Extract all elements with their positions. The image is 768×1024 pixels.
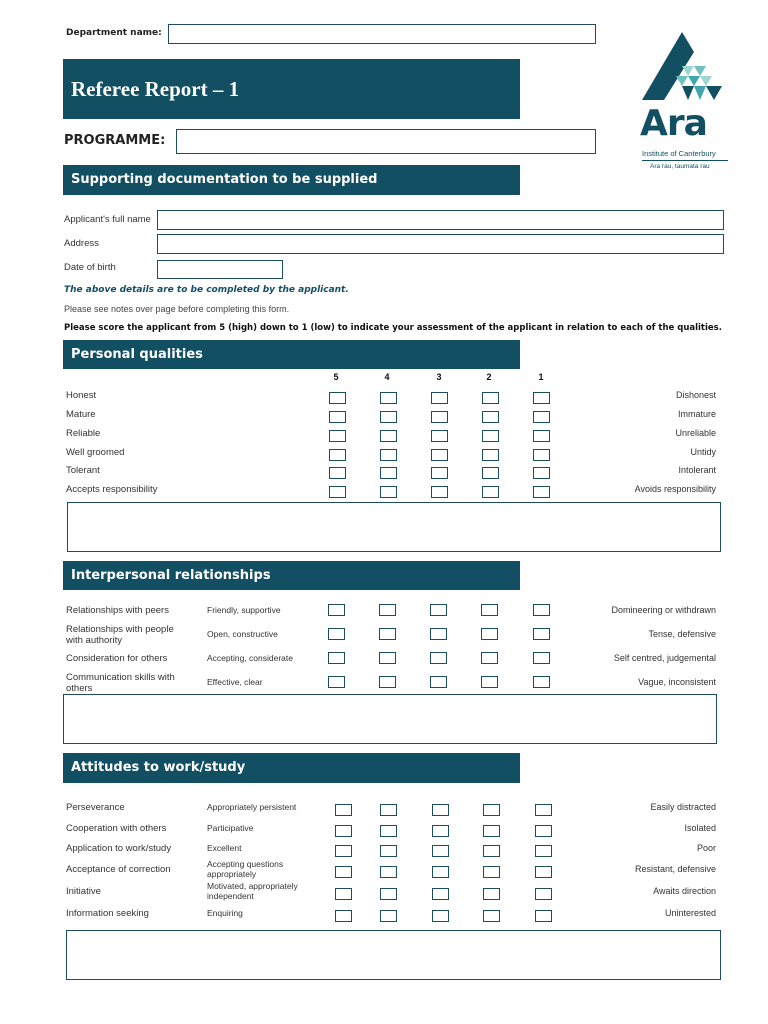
personal-rating-5-checkbox[interactable]: [329, 486, 346, 498]
interpersonal-row-opposite: Self centred, judgemental: [613, 653, 716, 663]
interpersonal-rating-4-checkbox[interactable]: [379, 676, 396, 688]
overpage-note: Please see notes over page before completing this form.: [64, 304, 290, 314]
personal-rating-3-checkbox[interactable]: [431, 449, 448, 461]
personal-rating-4-checkbox[interactable]: [380, 430, 397, 442]
attitudes-rating-2-checkbox[interactable]: [483, 888, 500, 900]
personal-rating-5-checkbox[interactable]: [329, 467, 346, 479]
attitudes-row-label: Perseverance: [66, 802, 125, 813]
attitudes-rating-5-checkbox[interactable]: [335, 866, 352, 878]
personal-rating-4-checkbox[interactable]: [380, 411, 397, 423]
personal-rating-2-checkbox[interactable]: [482, 449, 499, 461]
interpersonal-row-label: Consideration for others: [66, 653, 168, 664]
attitudes-rating-4-checkbox[interactable]: [380, 804, 397, 816]
attitudes-rating-4-checkbox[interactable]: [380, 910, 397, 922]
interpersonal-rating-4-checkbox[interactable]: [379, 604, 396, 616]
personal-row-opposite: Unreliable: [675, 428, 716, 438]
personal-rating-5-checkbox[interactable]: [329, 411, 346, 423]
attitudes-row-opposite: Resistant, defensive: [634, 864, 716, 874]
interpersonal-row-opposite: Tense, defensive: [648, 629, 716, 639]
attitudes-rating-2-checkbox[interactable]: [483, 866, 500, 878]
personal-rating-4-checkbox[interactable]: [380, 392, 397, 404]
interpersonal-row-description: Accepting, considerate: [207, 653, 293, 663]
logo-name: Ara: [640, 103, 707, 144]
interpersonal-rating-5-checkbox[interactable]: [328, 676, 345, 688]
personal-rating-4-checkbox[interactable]: [380, 486, 397, 498]
personal-row-label: Reliable: [66, 428, 101, 439]
attitudes-rating-2-checkbox[interactable]: [483, 804, 500, 816]
personal-rating-2-checkbox[interactable]: [482, 430, 499, 442]
scale-2-header: 2: [486, 372, 492, 382]
attitudes-rating-4-checkbox[interactable]: [380, 825, 397, 837]
personal-rating-1-checkbox[interactable]: [533, 486, 550, 498]
personal-row-label: Accepts responsibility: [66, 484, 158, 495]
interpersonal-rating-3-checkbox[interactable]: [430, 628, 447, 640]
attitudes-rating-5-checkbox[interactable]: [335, 804, 352, 816]
scale-1-header: 1: [538, 372, 544, 382]
ara-logo-mark-icon: [636, 28, 736, 108]
interpersonal-row-opposite: Vague, inconsistent: [638, 677, 716, 687]
interpersonal-row-label: Relationships with people with authority: [66, 624, 174, 646]
personal-rating-5-checkbox[interactable]: [329, 392, 346, 404]
attitudes-rating-4-checkbox[interactable]: [380, 845, 397, 857]
interpersonal-rating-4-checkbox[interactable]: [379, 628, 396, 640]
attitudes-row-label: Initiative: [66, 886, 101, 897]
score-instructions: Please score the applicant from 5 (high) down to 1 (low) to indicate your assessment of the applicant in relation to each of the qualities.: [64, 323, 722, 333]
personal-rating-3-checkbox[interactable]: [431, 392, 448, 404]
attitudes-row-description: Excellent: [207, 843, 242, 853]
logo-subtitle: Institute of Canterbury: [642, 149, 716, 158]
interpersonal-row-description: Friendly, supportive: [207, 605, 281, 615]
supporting-heading: Supporting documentation to be supplied: [63, 165, 520, 195]
interpersonal-rating-5-checkbox[interactable]: [328, 652, 345, 664]
attitudes-rating-3-checkbox[interactable]: [432, 845, 449, 857]
personal-row-opposite: Immature: [677, 409, 716, 419]
attitudes-rating-3-checkbox[interactable]: [432, 866, 449, 878]
interpersonal-rating-5-checkbox[interactable]: [328, 604, 345, 616]
interpersonal-row-label: Communication skills with others: [66, 672, 175, 694]
attitudes-row-description: Motivated, appropriately independent: [207, 881, 298, 901]
personal-rating-3-checkbox[interactable]: [431, 411, 448, 423]
personal-rating-4-checkbox[interactable]: [380, 467, 397, 479]
attitudes-row-description: Enquiring: [207, 908, 243, 918]
interpersonal-row-description: Effective, clear: [207, 677, 263, 687]
personal-rating-4-checkbox[interactable]: [380, 449, 397, 461]
attitudes-rating-1-checkbox[interactable]: [535, 845, 552, 857]
interpersonal-rating-2-checkbox[interactable]: [481, 652, 498, 664]
personal-rating-2-checkbox[interactable]: [482, 411, 499, 423]
attitudes-row-opposite: Uninterested: [664, 908, 716, 918]
attitudes-rating-1-checkbox[interactable]: [535, 804, 552, 816]
personal-row-label: Well groomed: [66, 447, 125, 458]
department-name-field[interactable]: [168, 24, 596, 44]
personal-row-opposite: Untidy: [690, 447, 716, 457]
attitudes-row-opposite: Awaits direction: [653, 886, 716, 896]
personal-row-opposite: Intolerant: [678, 465, 716, 475]
scale-4-header: 4: [384, 372, 390, 382]
attitudes-row-opposite: Isolated: [684, 823, 716, 833]
personal-row-label: Honest: [66, 390, 97, 401]
personal-row-opposite: Avoids responsibility: [634, 484, 716, 494]
attitudes-rating-1-checkbox[interactable]: [535, 866, 552, 878]
address-label: Address: [64, 238, 99, 249]
interpersonal-rating-3-checkbox[interactable]: [430, 652, 447, 664]
interpersonal-rating-1-checkbox[interactable]: [533, 628, 550, 640]
logo-divider: [642, 160, 728, 161]
personal-qualities-comments[interactable]: [67, 502, 721, 552]
logo-tagline: Ara rau, taumata rau: [650, 163, 710, 170]
attitudes-row-description: Accepting questions appropriately: [207, 859, 284, 879]
attitudes-rating-5-checkbox[interactable]: [335, 888, 352, 900]
attitudes-row-opposite: Poor: [696, 843, 716, 853]
interpersonal-rating-1-checkbox[interactable]: [533, 676, 550, 688]
applicant-name-label: Applicant's full name: [64, 214, 151, 225]
attitudes-rating-1-checkbox[interactable]: [535, 825, 552, 837]
attitudes-heading: Attitudes to work/study: [63, 753, 520, 783]
programme-field[interactable]: [176, 129, 596, 154]
attitudes-rating-4-checkbox[interactable]: [380, 888, 397, 900]
interpersonal-rating-2-checkbox[interactable]: [481, 676, 498, 688]
attitudes-rating-2-checkbox[interactable]: [483, 825, 500, 837]
applicant-note: The above details are to be completed by the applicant.: [64, 285, 349, 295]
personal-rating-3-checkbox[interactable]: [431, 467, 448, 479]
attitudes-row-label: Cooperation with others: [66, 823, 167, 834]
attitudes-rating-5-checkbox[interactable]: [335, 910, 352, 922]
interpersonal-rating-4-checkbox[interactable]: [379, 652, 396, 664]
personal-rating-5-checkbox[interactable]: [329, 449, 346, 461]
interpersonal-rating-2-checkbox[interactable]: [481, 628, 498, 640]
attitudes-rating-1-checkbox[interactable]: [535, 888, 552, 900]
attitudes-rating-2-checkbox[interactable]: [483, 910, 500, 922]
attitudes-row-label: Information seeking: [66, 908, 149, 919]
interpersonal-rating-1-checkbox[interactable]: [533, 604, 550, 616]
attitudes-rating-5-checkbox[interactable]: [335, 825, 352, 837]
date-of-birth-label: Date of birth: [64, 262, 116, 273]
interpersonal-row-opposite: Domineering or withdrawn: [611, 605, 716, 615]
interpersonal-comments[interactable]: [63, 694, 717, 744]
applicant-name-field[interactable]: [157, 210, 724, 230]
attitudes-row-description: Appropriately persistent: [207, 802, 297, 812]
attitudes-rating-4-checkbox[interactable]: [380, 866, 397, 878]
scale-5-header: 5: [333, 372, 339, 382]
attitudes-rating-3-checkbox[interactable]: [432, 888, 449, 900]
attitudes-row-description: Participative: [207, 823, 254, 833]
personal-rating-2-checkbox[interactable]: [482, 392, 499, 404]
personal-rating-1-checkbox[interactable]: [533, 467, 550, 479]
attitudes-row-label: Application to work/study: [66, 843, 172, 854]
attitudes-rating-1-checkbox[interactable]: [535, 910, 552, 922]
personal-qualities-heading: Personal qualities: [63, 340, 520, 369]
interpersonal-heading: Interpersonal relationships: [63, 561, 520, 590]
personal-rating-1-checkbox[interactable]: [533, 449, 550, 461]
ara-logo: [636, 28, 736, 178]
page-title: Referee Report – 1: [63, 59, 520, 119]
attitudes-rating-3-checkbox[interactable]: [432, 910, 449, 922]
personal-rating-2-checkbox[interactable]: [482, 486, 499, 498]
programme-label: PROGRAMME:: [64, 133, 166, 148]
attitudes-rating-3-checkbox[interactable]: [432, 825, 449, 837]
personal-rating-1-checkbox[interactable]: [533, 430, 550, 442]
interpersonal-row-label: Relationships with peers: [66, 605, 169, 616]
attitudes-row-opposite: Easily distracted: [650, 802, 716, 812]
interpersonal-rating-1-checkbox[interactable]: [533, 652, 550, 664]
attitudes-rating-3-checkbox[interactable]: [432, 804, 449, 816]
personal-rating-3-checkbox[interactable]: [431, 486, 448, 498]
attitudes-rating-5-checkbox[interactable]: [335, 845, 352, 857]
interpersonal-rating-5-checkbox[interactable]: [328, 628, 345, 640]
personal-rating-5-checkbox[interactable]: [329, 430, 346, 442]
personal-rating-2-checkbox[interactable]: [482, 467, 499, 479]
address-field[interactable]: [157, 234, 724, 254]
personal-rating-1-checkbox[interactable]: [533, 411, 550, 423]
personal-rating-3-checkbox[interactable]: [431, 430, 448, 442]
interpersonal-rating-2-checkbox[interactable]: [481, 604, 498, 616]
interpersonal-rating-3-checkbox[interactable]: [430, 676, 447, 688]
personal-row-opposite: Dishonest: [675, 390, 716, 400]
scale-3-header: 3: [436, 372, 442, 382]
personal-row-label: Mature: [66, 409, 96, 420]
attitudes-rating-2-checkbox[interactable]: [483, 845, 500, 857]
personal-rating-1-checkbox[interactable]: [533, 392, 550, 404]
interpersonal-row-description: Open, constructive: [207, 629, 278, 639]
attitudes-row-label: Acceptance of correction: [66, 864, 171, 875]
interpersonal-rating-3-checkbox[interactable]: [430, 604, 447, 616]
personal-row-label: Tolerant: [66, 465, 100, 476]
date-of-birth-field[interactable]: [157, 260, 283, 279]
attitudes-comments[interactable]: [66, 930, 721, 980]
department-name-label: Department name:: [66, 28, 162, 38]
